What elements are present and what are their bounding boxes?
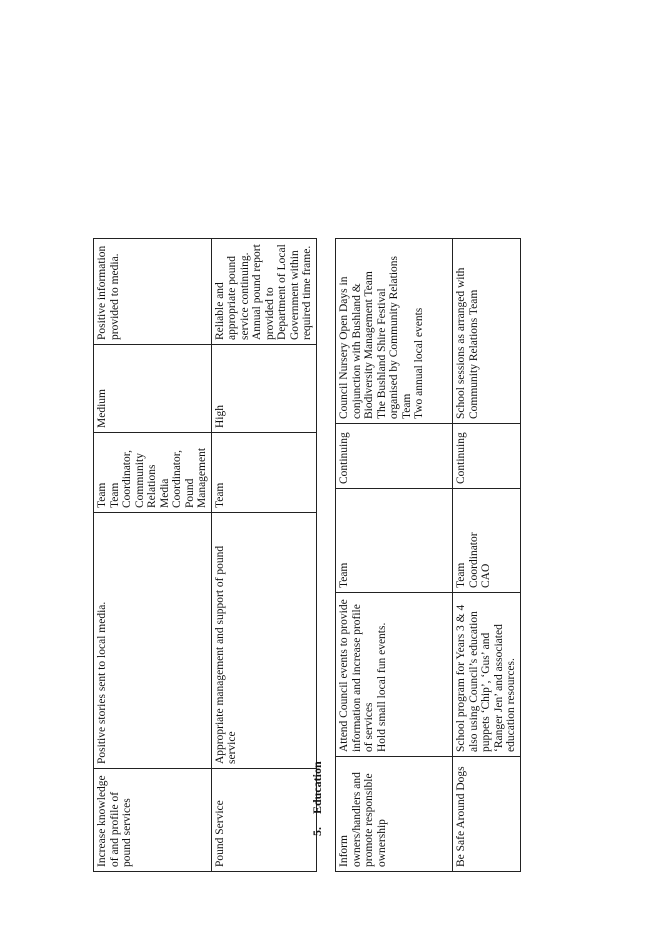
section-title: Education	[310, 761, 324, 814]
responsibility-cell: Team	[336, 489, 453, 593]
objective-cell: Inform owners/handlers and promote responsible ownership	[336, 757, 453, 872]
table-row	[211, 239, 316, 872]
objective-cell: Increase knowledge of and profile of pound services	[94, 769, 212, 872]
outcome-cell: Council Nursery Open Days in conjunction with Bushland & Biodiversity Management Team The Bushland Shire Festival organised by Community Relations Team Two annual local events	[336, 239, 453, 424]
outcome-cell: School sessions as arranged with Community Relations Team	[453, 239, 521, 424]
action-cell: Positive stories sent to local media.	[94, 513, 212, 769]
objective-cell: Pound Service	[211, 769, 316, 872]
table-row	[336, 239, 453, 872]
responsibility-cell: Team Team Coordinator, Community Relations Media Coordinator, Pound Management	[94, 433, 212, 513]
table-row	[94, 239, 212, 872]
responsibility-cell: Team Coordinator CAO	[453, 489, 521, 593]
table-education	[335, 238, 521, 872]
outcome-cell: Reliable and appropriate pound service continuing. Annual pound report provided to Department of Local Government within required time frame.	[211, 239, 316, 345]
action-cell: Attend Council events to provide information and increase profile of services Hold small local fun events.	[336, 593, 453, 757]
outcome-cell: Positive information provided to media.	[94, 239, 212, 345]
objective-cell: Be Safe Around Dogs	[453, 757, 521, 872]
section-heading	[310, 761, 325, 836]
action-cell: School program for Years 3 & 4 also using Council’s education puppets ‘Chip’, ‘Gus’ and ‘Ranger Jen’ and associated education resources.	[453, 593, 521, 757]
responsibility-cell: Team	[211, 433, 316, 513]
table-row	[453, 239, 521, 872]
priority-cell: Continuing	[336, 424, 453, 489]
table-community-relations	[93, 238, 317, 872]
priority-cell: Medium	[94, 345, 212, 433]
priority-cell: Continuing	[453, 424, 521, 489]
priority-cell: High	[211, 345, 316, 433]
action-cell: Appropriate management and support of pound service	[211, 513, 316, 769]
section-number: 5.	[310, 827, 324, 836]
